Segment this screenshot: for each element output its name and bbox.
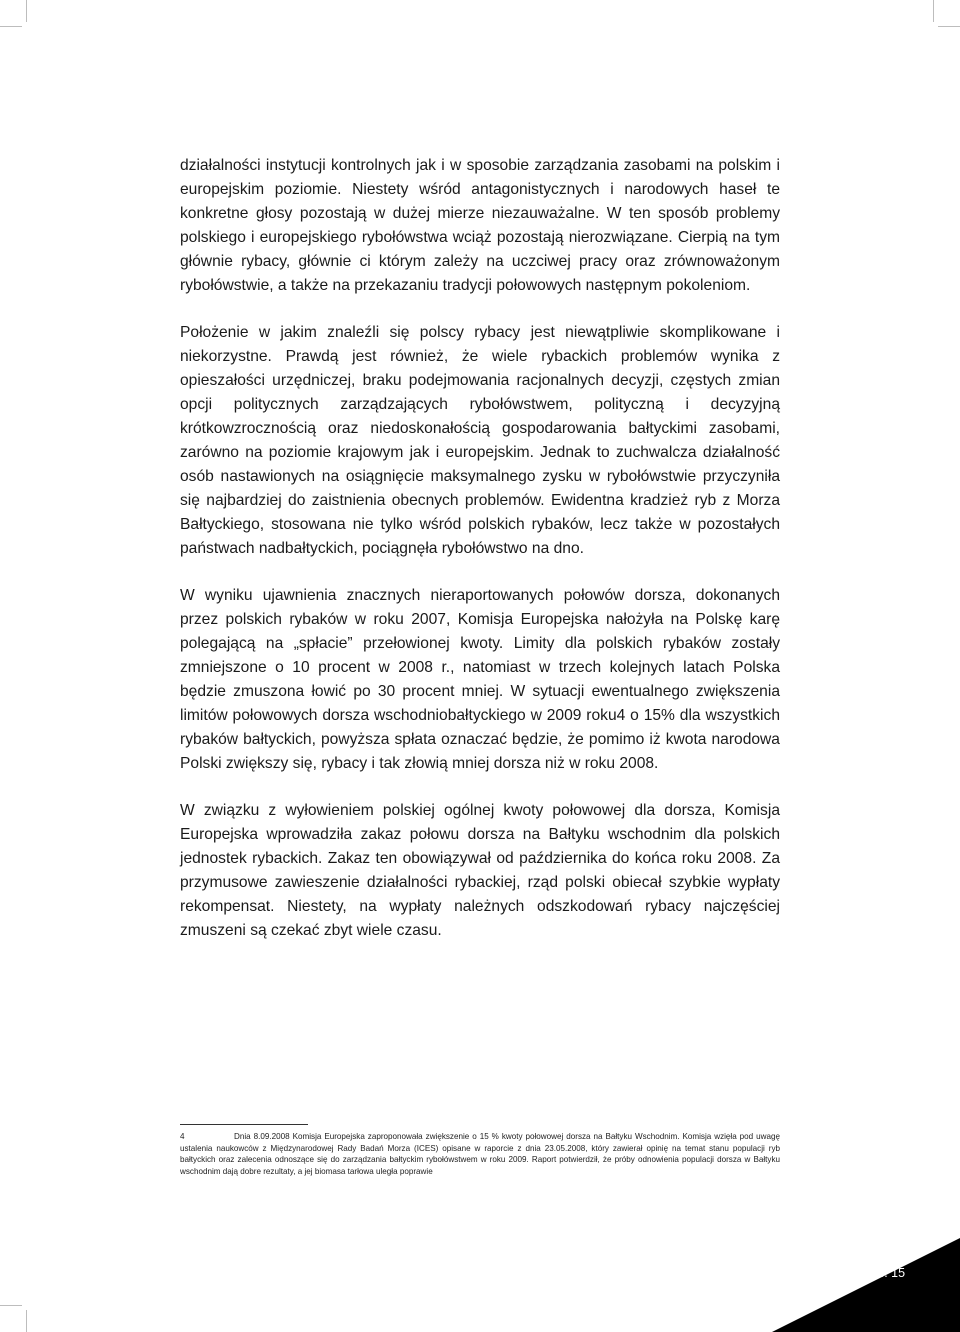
footnote-text: Dnia 8.09.2008 Komisja Europejska zaproponowała zwiększenie o 15 % kwoty połowowej dorsza na Bałtyku Wschodnim. Komisja wzięła pod uwagę ustalenia naukowców z Międzynarodowej Rady Badań Morza (ICES) opisane w raporcie z dnia 23.05.2008, który zawierał opinię na temat stanu populacji ryb bałtyckich oraz zalecenia odnoszące się do zarządzania bałtyckim rybołówstwem w roku 2009. Raport potwierdził, że próby odnowienia populacji dorsza w Bałtyku wschodnim dają dobre rezultaty, a jej biomasa tarłowa uległa poprawie	[180, 1132, 780, 1176]
main-text	[180, 154, 780, 966]
footnote-separator	[180, 1124, 308, 1125]
crop-mark-top-left-h	[0, 26, 22, 27]
crop-mark-top-right-h	[938, 26, 960, 27]
crop-mark-bottom-left-h	[0, 1305, 22, 1306]
paragraph-1: działalności instytucji kontrolnych jak i w sposobie zarządzania zasobami na polskim i europejskim poziomie. Niestety wśród antagonistycznych i narodowych haseł te konkretne głosy pozostają w dużej mierze niezauważalne. W ten sposób problemy polskiego i europejskiego rybołówstwa wciąż pozostają nierozwiązane. Cierpią na tym głównie rybacy, głównie ci którym zależy na uczciwej pracy oraz zrównoważonym rybołówstwie, a także na przekazaniu tradycji połowowych następnym pokoleniom.	[180, 157, 780, 294]
paragraph-4: W związku z wyłowieniem polskiej ogólnej kwoty połowowej dla dorsza, Komisja Europejska wprowadziła zakaz połowu dorsza na Bałtyku wschodnim dla polskich jednostek rybackich. Zakaz ten obowiązywał od października do końca roku 2008. Za przymusowe zawieszenie działalności rybackiej, rząd polski obiecał szybkie wypłaty rekompensat. Niestety, na wypłaty należnych odszkodowań rybacy najczęściej zmuszeni są czekać zbyt wiele czasu.	[180, 802, 780, 939]
footnote-number: 4	[180, 1132, 185, 1141]
paragraph-3: W wyniku ujawnienia znacznych nieraportowanych połowów dorsza, dokonanych przez polskich rybaków w roku 2007, Komisja Europejska nałożyła na Polskę karę polegającą na „spłacie” przełowionej kwoty. Limity dla polskich rybaków zostały zmniejszone o 10 procent w 2008 r., natomiast w trzech kolejnych latach Polska będzie zmuszona łowić po 30 procent mniej. W sytuacji ewentualnego zwiększenia limitów połowowych dorsza wschodniobałtyckiego w 2009 roku4 o 15% dla wszystkich rybaków bałtyckich, powyższa spłata oznaczać będzie, że pomimo iż kwota narodowa Polski zwiększy się, rybacy i tak złowią mniej dorsza niż w roku 2008.	[180, 587, 780, 772]
paragraph-2: Położenie w jakim znaleźli się polscy rybacy jest niewątpliwie skomplikowane i niekorzystne. Prawdą jest również, że wiele rybackich problemów wynika z opieszałości urzędniczej, braku podejmowania racjonalnych decyzji, częstych zmian opcji politycznych zarządzających rybołówstwem, polityczną i decyzyjną krótkowzrocznością oraz niedoskonałością gospodarowania bałtyckimi zasobami, zarówno na poziomie krajowym jak i europejskim. Jednak to zuchwalcza działalność osób nastawionych na osiągnięcie maksymalnego zysku w rybołówstwie przyczyniła się najbardziej do zaistnienia obecnych problemów. Ewidentna kradzież ryb z Morza Bałtyckiego, stosowana nie tylko wśród polskich rybaków, lecz także w pozostałych państwach nadbałtyckich, pociągnęła rybołówstwo na dno.	[180, 324, 780, 557]
crop-mark-top-right-v	[933, 0, 934, 22]
crop-mark-top-left-v	[26, 0, 27, 22]
page-number: str. 15	[871, 1266, 906, 1280]
corner-triangle-decoration	[772, 1238, 960, 1332]
crop-mark-bottom-left-v	[26, 1310, 27, 1332]
footnote	[180, 1131, 780, 1177]
